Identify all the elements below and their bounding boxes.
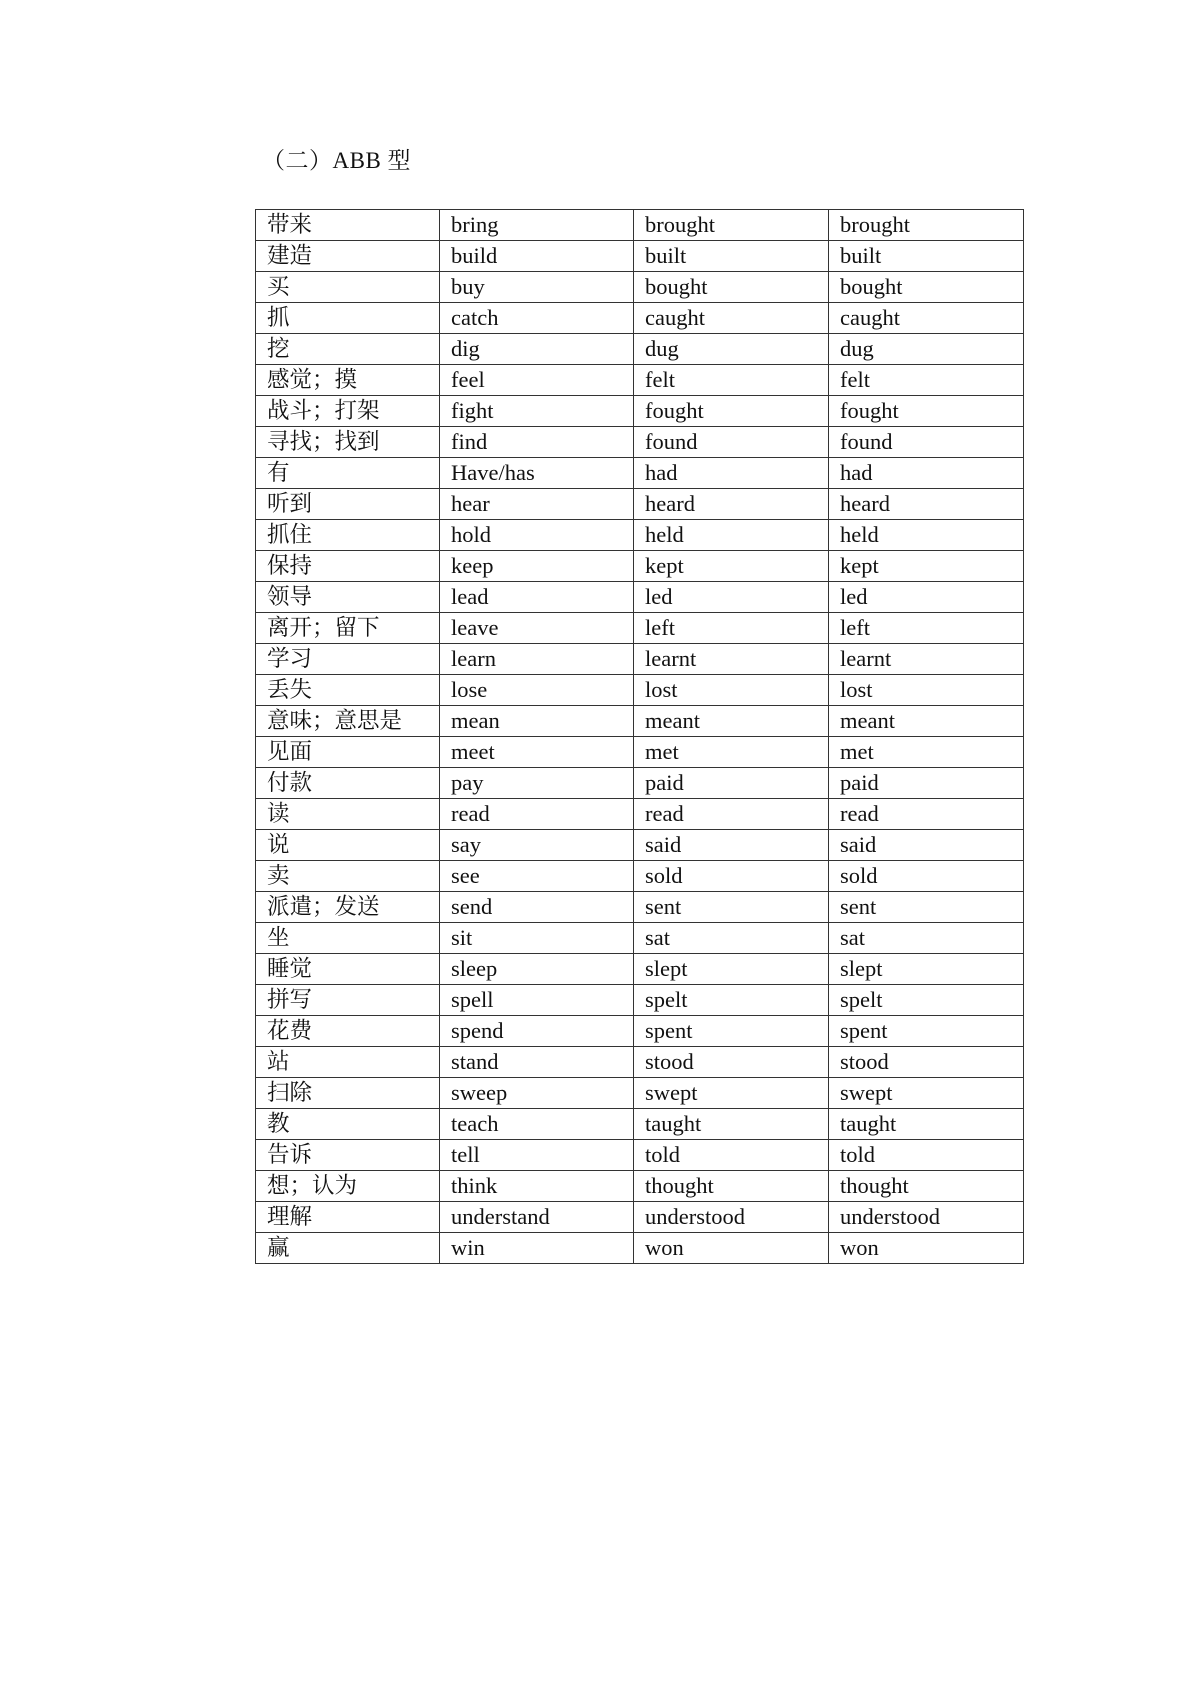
past-participle-cell: spelt xyxy=(829,985,1024,1016)
meaning-cell: 派遣；发送 xyxy=(256,892,440,923)
base-form-cell: fight xyxy=(440,396,634,427)
base-form-cell: spend xyxy=(440,1016,634,1047)
past-tense-cell: taught xyxy=(634,1109,829,1140)
past-participle-cell: built xyxy=(829,241,1024,272)
meaning-cell: 感觉；摸 xyxy=(256,365,440,396)
past-tense-cell: built xyxy=(634,241,829,272)
past-tense-cell: said xyxy=(634,830,829,861)
meaning-cell: 扫除 xyxy=(256,1078,440,1109)
past-tense-cell: led xyxy=(634,582,829,613)
past-participle-cell: lost xyxy=(829,675,1024,706)
past-participle-cell: paid xyxy=(829,768,1024,799)
table-row xyxy=(256,644,1024,675)
meaning-cell: 保持 xyxy=(256,551,440,582)
past-participle-cell: brought xyxy=(829,210,1024,241)
base-form-cell: read xyxy=(440,799,634,830)
table-row xyxy=(256,458,1024,489)
past-tense-cell: sent xyxy=(634,892,829,923)
table-row xyxy=(256,1016,1024,1047)
table-row xyxy=(256,396,1024,427)
table-row xyxy=(256,334,1024,365)
past-tense-cell: dug xyxy=(634,334,829,365)
past-tense-cell: lost xyxy=(634,675,829,706)
base-form-cell: hear xyxy=(440,489,634,520)
past-participle-cell: led xyxy=(829,582,1024,613)
past-participle-cell: heard xyxy=(829,489,1024,520)
meaning-cell: 离开；留下 xyxy=(256,613,440,644)
meaning-cell: 买 xyxy=(256,272,440,303)
meaning-cell: 站 xyxy=(256,1047,440,1078)
base-form-cell: teach xyxy=(440,1109,634,1140)
table-row xyxy=(256,706,1024,737)
past-tense-cell: brought xyxy=(634,210,829,241)
base-form-cell: win xyxy=(440,1233,634,1264)
past-tense-cell: held xyxy=(634,520,829,551)
meaning-cell: 卖 xyxy=(256,861,440,892)
past-tense-cell: paid xyxy=(634,768,829,799)
meaning-cell: 理解 xyxy=(256,1202,440,1233)
past-tense-cell: read xyxy=(634,799,829,830)
table-row xyxy=(256,892,1024,923)
past-participle-cell: learnt xyxy=(829,644,1024,675)
meaning-cell: 读 xyxy=(256,799,440,830)
base-form-cell: keep xyxy=(440,551,634,582)
past-participle-cell: sold xyxy=(829,861,1024,892)
base-form-cell: spell xyxy=(440,985,634,1016)
base-form-cell: Have/has xyxy=(440,458,634,489)
meaning-cell: 丢失 xyxy=(256,675,440,706)
past-participle-cell: found xyxy=(829,427,1024,458)
past-tense-cell: fought xyxy=(634,396,829,427)
past-participle-cell: held xyxy=(829,520,1024,551)
meaning-cell: 建造 xyxy=(256,241,440,272)
past-participle-cell: slept xyxy=(829,954,1024,985)
table-row xyxy=(256,582,1024,613)
past-participle-cell: stood xyxy=(829,1047,1024,1078)
meaning-cell: 学习 xyxy=(256,644,440,675)
table-row xyxy=(256,520,1024,551)
base-form-cell: say xyxy=(440,830,634,861)
past-participle-cell: dug xyxy=(829,334,1024,365)
meaning-cell: 有 xyxy=(256,458,440,489)
base-form-cell: find xyxy=(440,427,634,458)
past-participle-cell: left xyxy=(829,613,1024,644)
past-participle-cell: said xyxy=(829,830,1024,861)
meaning-cell: 赢 xyxy=(256,1233,440,1264)
past-participle-cell: felt xyxy=(829,365,1024,396)
meaning-cell: 拼写 xyxy=(256,985,440,1016)
past-tense-cell: told xyxy=(634,1140,829,1171)
past-tense-cell: bought xyxy=(634,272,829,303)
table-row xyxy=(256,799,1024,830)
meaning-cell: 意味；意思是 xyxy=(256,706,440,737)
table-row xyxy=(256,1078,1024,1109)
table-row xyxy=(256,737,1024,768)
base-form-cell: see xyxy=(440,861,634,892)
past-participle-cell: thought xyxy=(829,1171,1024,1202)
past-participle-cell: kept xyxy=(829,551,1024,582)
table-row xyxy=(256,1140,1024,1171)
past-tense-cell: slept xyxy=(634,954,829,985)
table-row xyxy=(256,1047,1024,1078)
table-row xyxy=(256,1202,1024,1233)
past-participle-cell: swept xyxy=(829,1078,1024,1109)
base-form-cell: pay xyxy=(440,768,634,799)
past-tense-cell: thought xyxy=(634,1171,829,1202)
past-participle-cell: taught xyxy=(829,1109,1024,1140)
table-row xyxy=(256,210,1024,241)
past-tense-cell: kept xyxy=(634,551,829,582)
irregular-verb-table xyxy=(255,209,1024,1264)
meaning-cell: 坐 xyxy=(256,923,440,954)
past-tense-cell: learnt xyxy=(634,644,829,675)
base-form-cell: stand xyxy=(440,1047,634,1078)
section-heading: （二）ABB 型 xyxy=(262,148,412,173)
base-form-cell: build xyxy=(440,241,634,272)
past-tense-cell: meant xyxy=(634,706,829,737)
base-form-cell: sweep xyxy=(440,1078,634,1109)
past-tense-cell: found xyxy=(634,427,829,458)
table-row xyxy=(256,830,1024,861)
past-tense-cell: spent xyxy=(634,1016,829,1047)
past-tense-cell: left xyxy=(634,613,829,644)
base-form-cell: meet xyxy=(440,737,634,768)
table-row xyxy=(256,613,1024,644)
base-form-cell: sleep xyxy=(440,954,634,985)
base-form-cell: buy xyxy=(440,272,634,303)
past-participle-cell: met xyxy=(829,737,1024,768)
base-form-cell: understand xyxy=(440,1202,634,1233)
table-row xyxy=(256,923,1024,954)
past-participle-cell: won xyxy=(829,1233,1024,1264)
meaning-cell: 挖 xyxy=(256,334,440,365)
table-row xyxy=(256,675,1024,706)
meaning-cell: 抓 xyxy=(256,303,440,334)
table-row xyxy=(256,1171,1024,1202)
past-participle-cell: meant xyxy=(829,706,1024,737)
meaning-cell: 教 xyxy=(256,1109,440,1140)
table-row xyxy=(256,861,1024,892)
table-row xyxy=(256,427,1024,458)
meaning-cell: 领导 xyxy=(256,582,440,613)
past-tense-cell: understood xyxy=(634,1202,829,1233)
past-participle-cell: sent xyxy=(829,892,1024,923)
past-participle-cell: had xyxy=(829,458,1024,489)
past-participle-cell: fought xyxy=(829,396,1024,427)
base-form-cell: leave xyxy=(440,613,634,644)
table-row xyxy=(256,241,1024,272)
past-participle-cell: spent xyxy=(829,1016,1024,1047)
meaning-cell: 抓住 xyxy=(256,520,440,551)
past-tense-cell: won xyxy=(634,1233,829,1264)
base-form-cell: sit xyxy=(440,923,634,954)
past-tense-cell: spelt xyxy=(634,985,829,1016)
base-form-cell: mean xyxy=(440,706,634,737)
meaning-cell: 睡觉 xyxy=(256,954,440,985)
base-form-cell: tell xyxy=(440,1140,634,1171)
past-tense-cell: swept xyxy=(634,1078,829,1109)
meaning-cell: 想；认为 xyxy=(256,1171,440,1202)
base-form-cell: send xyxy=(440,892,634,923)
base-form-cell: hold xyxy=(440,520,634,551)
table-row xyxy=(256,768,1024,799)
past-participle-cell: sat xyxy=(829,923,1024,954)
base-form-cell: feel xyxy=(440,365,634,396)
past-tense-cell: stood xyxy=(634,1047,829,1078)
meaning-cell: 见面 xyxy=(256,737,440,768)
past-tense-cell: met xyxy=(634,737,829,768)
table-row xyxy=(256,1109,1024,1140)
base-form-cell: learn xyxy=(440,644,634,675)
meaning-cell: 告诉 xyxy=(256,1140,440,1171)
base-form-cell: dig xyxy=(440,334,634,365)
past-tense-cell: heard xyxy=(634,489,829,520)
table-row xyxy=(256,1233,1024,1264)
past-tense-cell: had xyxy=(634,458,829,489)
table-row xyxy=(256,954,1024,985)
table-row xyxy=(256,551,1024,582)
past-participle-cell: bought xyxy=(829,272,1024,303)
base-form-cell: bring xyxy=(440,210,634,241)
base-form-cell: think xyxy=(440,1171,634,1202)
table-row xyxy=(256,365,1024,396)
meaning-cell: 战斗；打架 xyxy=(256,396,440,427)
meaning-cell: 说 xyxy=(256,830,440,861)
base-form-cell: lead xyxy=(440,582,634,613)
past-tense-cell: felt xyxy=(634,365,829,396)
table-row xyxy=(256,985,1024,1016)
past-participle-cell: caught xyxy=(829,303,1024,334)
table-row xyxy=(256,303,1024,334)
table-row xyxy=(256,272,1024,303)
past-tense-cell: sat xyxy=(634,923,829,954)
past-tense-cell: sold xyxy=(634,861,829,892)
meaning-cell: 寻找；找到 xyxy=(256,427,440,458)
base-form-cell: catch xyxy=(440,303,634,334)
meaning-cell: 花费 xyxy=(256,1016,440,1047)
past-tense-cell: caught xyxy=(634,303,829,334)
table-row xyxy=(256,489,1024,520)
meaning-cell: 付款 xyxy=(256,768,440,799)
meaning-cell: 听到 xyxy=(256,489,440,520)
verb-table-body xyxy=(256,210,1024,1264)
base-form-cell: lose xyxy=(440,675,634,706)
meaning-cell: 带来 xyxy=(256,210,440,241)
past-participle-cell: read xyxy=(829,799,1024,830)
past-participle-cell: understood xyxy=(829,1202,1024,1233)
past-participle-cell: told xyxy=(829,1140,1024,1171)
